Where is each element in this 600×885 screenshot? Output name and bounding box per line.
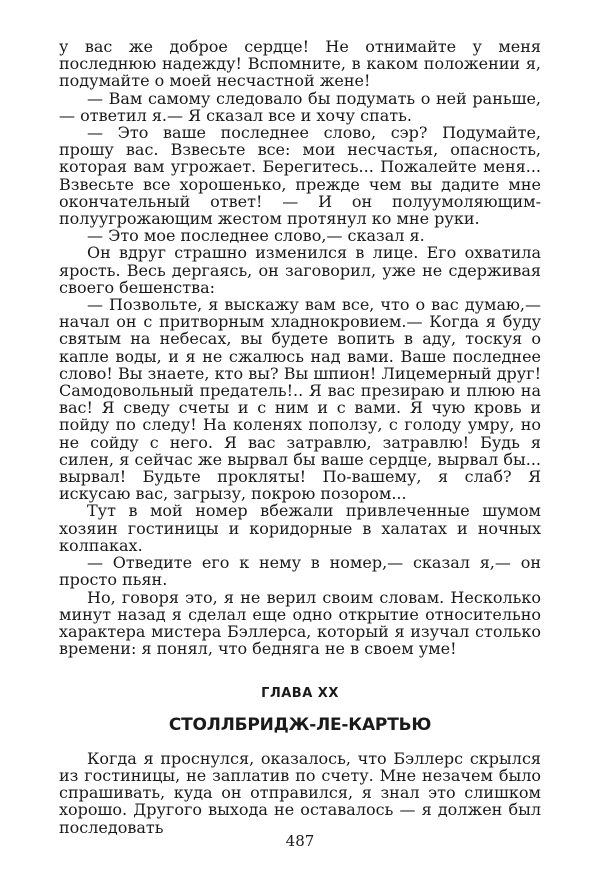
chapter-title: СТОЛЛБРИДЖ-ЛЕ-КАРТЬЮ — [168, 714, 432, 735]
paragraph: Он вдруг страшно изменился в лице. Его охватила ярость. Весь дергаясь, он заговорил, уже не сдерживая своего бешенства: — [59, 243, 541, 297]
paragraph: — Вам самому следовало бы подумать о ней раньше,— ответил я.— Я сказал все и хочу спать. — [59, 88, 541, 125]
page-number: 487 — [285, 832, 315, 850]
paragraph: Тут в мой номер вбежали привлеченные шумом хозяин гостиницы и коридорные в халатах и ночных колпаках. — [59, 501, 541, 555]
paragraph: у вас же доброе сердце! Не отнимайте у меня последнюю надежду! Вспомните, в каком положении я, подумайте о моей несчастной жене! — [59, 37, 541, 91]
paragraph: Но, говоря это, я не верил своим словам. Несколько минут назад я сделал еще одно открытие относительно характера мистера Бэллерса, который я изучал столько времени: я понял, что бедняга не в своем уме! — [59, 587, 541, 659]
paragraph: — Позвольте, я выскажу вам все, что о вас думаю,— начал он с притворным хладнокровием.— Когда я буду святым на небесах, вы будете вопить в аду, тоскуя о капле воды, и я не сжалюсь над вами. Ваше последнее слово! Вы знаете, кто вы? Вы шпион! Лицемерный друг! Самодовольный предатель!.. Я вас презираю и плюю на вас! Я сведу счеты и с ним и с вами. Я чую кровь и пойду по следу! На коленях поползу, с голоду умру, но не сойду с него. Я вас затравлю, затравлю! Будь я силен, я сейчас же вырвал бы ваше сердце, вырвал бы... вырвал! Будьте прокляты! По-вашему, я слаб? Я искусаю вас, загрызу, покрою позором... — [59, 295, 541, 504]
paragraph: — Отведите его к нему в номер,— сказал я,— он просто пьян. — [59, 553, 541, 590]
paragraph: Когда я проснулся, оказалось, что Бэллерс скрылся из гостиницы, не заплатив по счету. Мне незачем было спрашивать, куда он отправился, я знал это слишком хорошо. Другого выхода не оставалось — я должен был последовать — [59, 748, 541, 837]
chapter-number: ГЛАВА XX — [261, 686, 339, 702]
page-body — [59, 38, 541, 836]
paragraph: — Это мое последнее слово,— сказал я. — [87, 226, 425, 246]
paragraph: — Это ваше последнее слово, сэр? Подумайте, прошу вас. Взвесьте все: мои несчастья, опасность, которая вам угрожает. Берегитесь... Пожалейте меня... Взвесьте все хорошенько, прежде чем вы дадите мне окончательный ответ! — И он полуумоляющим-полуугрожающим жестом протянул ко мне руки. — [59, 123, 541, 229]
